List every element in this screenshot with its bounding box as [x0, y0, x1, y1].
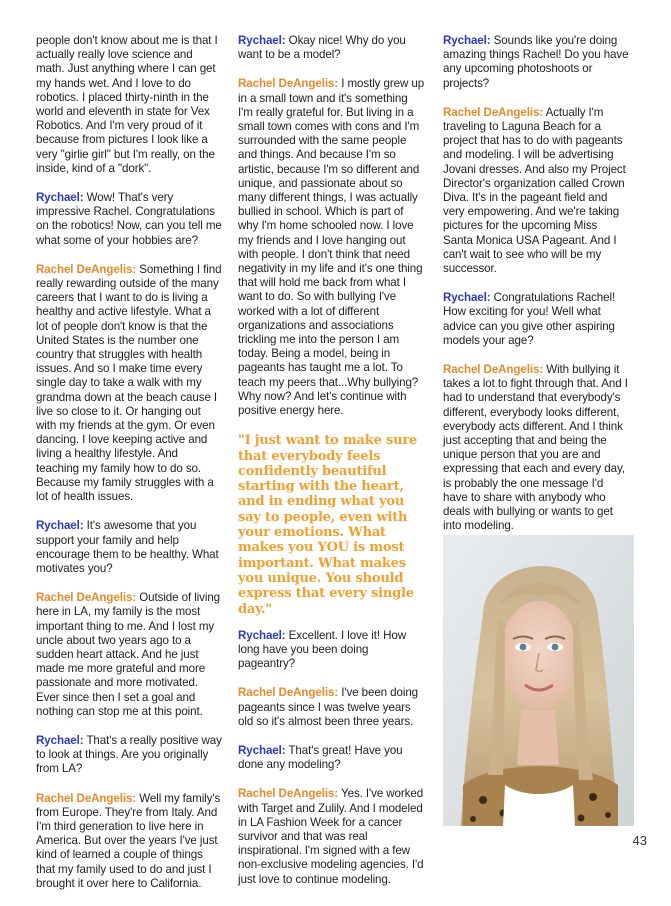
interview-paragraph	[443, 291, 630, 348]
speaker-label: Rachel DeAngelis:	[36, 791, 137, 805]
column-2-top	[238, 34, 425, 418]
interview-paragraph	[36, 519, 223, 576]
paragraph-text: That's great! Have you done any modeling?	[238, 744, 403, 772]
speaker-label: Rachel DeAngelis:	[238, 787, 339, 801]
interview-paragraph	[36, 734, 223, 777]
speaker-label: Rychael:	[443, 34, 491, 47]
speaker-label: Rychael:	[36, 519, 84, 533]
paragraph-text: people don't know about me is that I actually really love science and math. Just anything where I can get my hands wet. And I love to do robotics. I placed thirty-ninth in the world and eleventh in state for Vex Robotics. And I'm very proud of it because from pictures I look like a very "girlie girl" but I'm really, on the inside, kind of a "dork".	[36, 34, 218, 175]
interview-paragraph	[443, 363, 630, 533]
speaker-label: Rychael:	[36, 191, 84, 205]
paragraph-text: Actually I'm traveling to Laguna Beach for a project that has to do with pageants and modeling. I will be advertising Jovani dresses. And also my Project Director's organization called Crown Diva. It's in the pageant field and very empowering. And we're taking pictures for the upcoming Miss Santa Monica USA Pageant. And I can't wait to see who will be my successor.	[443, 105, 626, 276]
paragraph-text: Outside of living here in LA, my family is the most important thing to me. And I lost my uncle about two years ago to a sudden heart attack. And he just made me more grateful and more passionate and more motivated. Ever since then I set a goal and nothing can stop me at this point.	[36, 591, 221, 718]
paragraph-text: Something I find really rewarding outside of the many careers that I want to do is living a healthy and active lifestyle. What a lot of people don't know is that the United States is the number one country that struggles with health issues. And so I make time every single day to take a walk with my grandma down at the beach cause I live so close to it. Or hanging out with my friends at the gym. Or even dancing. I love keeping active and living a healthy lifestyle. And teaching my family how to do so. Because my family struggles with a lot of health issues.	[36, 262, 222, 504]
interview-paragraph	[238, 629, 425, 672]
paragraph-text: Okay nice! Why do you want to be a model?	[238, 34, 406, 62]
paragraph-text: Excellent. I love it! How long have you been doing pageantry?	[238, 628, 407, 671]
paragraph-text: With bullying it takes a lot to fight through that. And I had to understand that everybody's different, everybody looks different, everybody acts different. And I think just accepting that and being the unique person that you are and expressing that each and every day, is probably the one message I'd have to share with anybody who deals with bullying or wants to get into modeling.	[443, 363, 628, 533]
speaker-label: Rachel DeAngelis:	[443, 105, 544, 119]
interview-paragraph	[36, 792, 223, 891]
interview-paragraph	[36, 191, 223, 248]
interview-paragraph	[443, 106, 630, 276]
paragraph-text: It's awesome that you support your family and help encourage them to be healthy. What motivates you?	[36, 519, 219, 575]
paragraph-text: Congratulations Rachel! How exciting for you! Well what advice can you give other aspiring models your age?	[443, 291, 616, 347]
speaker-label: Rychael:	[238, 628, 286, 642]
speaker-label: Rachel DeAngelis:	[238, 686, 339, 700]
paragraph-text: I've been doing pageants since I was twelve years old so it's almost been three years.	[238, 686, 419, 728]
speaker-label: Rychael:	[238, 744, 286, 758]
interview-paragraph	[443, 34, 630, 91]
paragraph-text: Yes. I've worked with Target and Zulily. And I modeled in LA Fashion Week for a cancer survivor and that was real inspirational. I'm signed with a few non-exclusive modeling agencies. I'd just love to continue modeling.	[238, 787, 424, 886]
speaker-label: Rachel DeAngelis:	[36, 262, 137, 276]
speaker-label: Rachel DeAngelis:	[238, 77, 339, 91]
article-column-3	[443, 34, 630, 549]
speaker-label: Rychael:	[36, 733, 84, 747]
interview-paragraph	[36, 34, 223, 176]
paragraph-text: Well my family's from Europe. They're from Italy. And I'm third generation to live here in America. But over the years I've just kind of learned a couple of things that my family used to do and just I brought it over here to California.	[36, 791, 221, 890]
article-column-2	[238, 34, 425, 902]
paragraph-text: Sounds like you're doing amazing things Rachel! Do you have any upcoming photoshoots or projects?	[443, 34, 629, 90]
speaker-label: Rachel DeAngelis:	[36, 591, 137, 605]
paragraph-text: Wow! That's very impressive Rachel. Congratulations on the robotics! Now, can you tell me what some of your hobbies are?	[36, 191, 222, 247]
interview-paragraph	[238, 77, 425, 418]
column-2-bottom	[238, 629, 425, 887]
paragraph-text: I mostly grew up in a small town and it's something I'm really grateful for. But living in a small town comes with cons and I'm surrounded with the same people and things. And because I'm so artistic, because I'm so different and unique, and passionate about so many different things, I was actually bullied in school. Which is part of why I'm home schooled now. I love my friends and I love hanging out with people. I don't think that need negativity in my life and it's one thing that will hold me back from what I want to do. So with bullying I've worked with a lot of different organizations and associations trickling me into the person I am today. Being a model, being in pageants has taught me a lot. To teach my peers that...Why bullying? Why now? And let's continue with positive energy here.	[238, 77, 425, 418]
interview-paragraph	[238, 744, 425, 772]
interview-paragraph	[238, 787, 425, 886]
pull-quote: "I just want to make sure that everybody feels confidently beautiful starting with the heart, and in ending what you say to people, even with your emotions. What makes you YOU is most important. What makes you unique. You should express that every single day."	[238, 433, 418, 617]
speaker-label: Rachel DeAngelis:	[443, 363, 544, 377]
speaker-label: Rychael:	[443, 291, 491, 305]
interview-paragraph	[36, 263, 223, 504]
paragraph-text: That's a really positive way to look at things. Are you originally from LA?	[36, 733, 222, 776]
article-column-1	[36, 34, 223, 906]
interview-paragraph	[238, 686, 425, 729]
page-number: 43	[632, 833, 647, 848]
speaker-label: Rychael:	[238, 34, 286, 47]
interview-paragraph	[36, 591, 223, 719]
interview-paragraph	[238, 34, 425, 62]
portrait-photo	[443, 535, 634, 826]
